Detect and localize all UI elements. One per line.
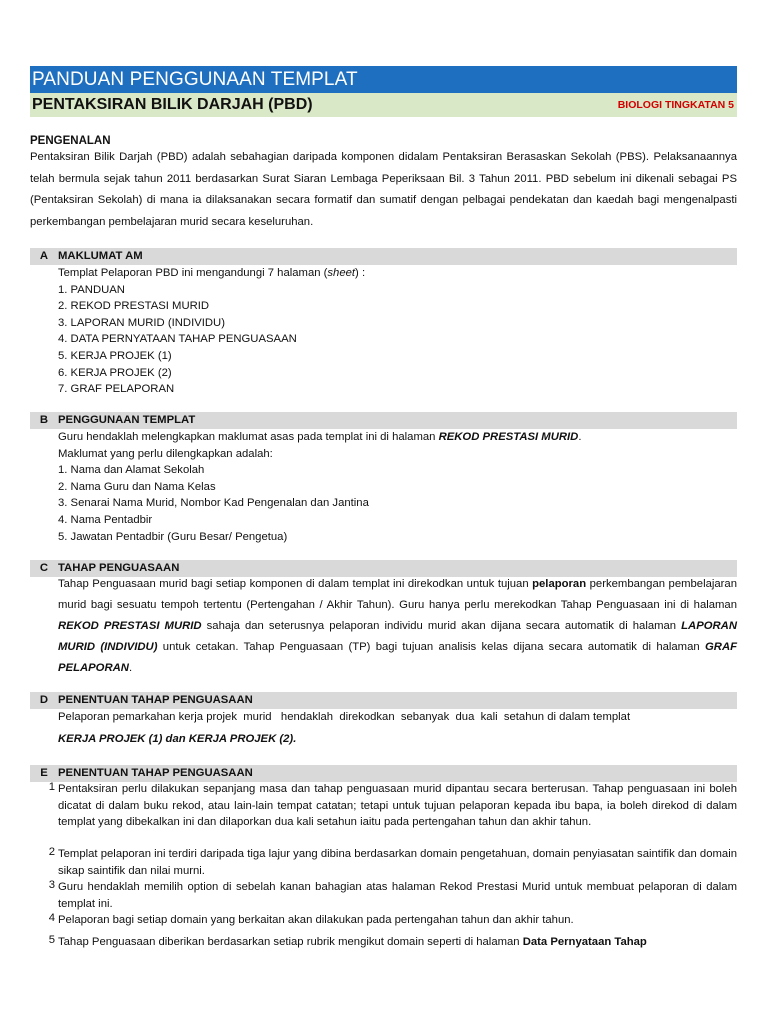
intro-paragraph: Pentaksiran Bilik Darjah (PBD) adalah sebahagian daripada komponen didalam Pentaksiran Berasaskan Sekolah (PBS). Pelaksanaannya telah bermula sejak tahun 2011 berdasarkan Surat Siaran Lembaga Peperiksaan Bil. 3 Tahun 2011. PBD sebelum ini dikenali sebagai PS (Pentaksiran Sekolah) di mana ia dilaksanakan secara formatif dan sumatif dengan pelbagai pendekatan dan kaedah bagi mengenalpasti perkembangan pembelajaran murid secara keseluruhan.: [30, 151, 737, 229]
item-text: Tahap Penguasaan diberikan berdasarkan setiap rubrik mengikut domain seperti di halaman: [58, 936, 523, 948]
subject-tag: BIOLOGI TINGKATAN 5: [617, 99, 734, 111]
list-item: 3. LAPORAN MURID (INDIVIDU): [58, 316, 225, 329]
lead-text-end: .: [578, 431, 582, 443]
section-d-title: PENENTUAN TAHAP PENGUASAAN: [58, 694, 253, 706]
para-bold: pelaporan: [532, 578, 587, 590]
para-emphasis: GRAF PELAPORAN: [58, 641, 738, 674]
section-b-title: PENGGUNAAN TEMPLAT: [58, 414, 196, 426]
para-text: Tahap Penguasaan murid bagi setiap komponen di dalam templat ini direkodkan untuk tujuan: [58, 578, 533, 590]
section-b-lead2: Maklumat yang perlu dilengkapkan adalah:: [58, 447, 273, 460]
list-item: 1. Nama dan Alamat Sekolah: [58, 464, 205, 477]
item-number: 4: [48, 912, 55, 924]
list-item: 2. Nama Guru dan Nama Kelas: [58, 480, 216, 493]
list-item: 2. REKOD PRESTASI MURID: [58, 300, 210, 313]
lead-text: Guru hendaklah melengkapkan maklumat asas pada templat ini di halaman: [58, 431, 439, 443]
list-item: 1. PANDUAN: [58, 283, 125, 296]
item-number: 5: [48, 934, 55, 946]
section-d-letter: D: [39, 694, 49, 706]
item-number: 3: [48, 879, 55, 891]
numbered-item: [30, 846, 737, 879]
item-text-wrap: [58, 934, 737, 951]
item-text: Pentaksiran perlu dilakukan sepanjang masa dan tahap penguasaan murid dipantau secara berterusan. Tahap penguasaan ini boleh dicatat di dalam buku rekod, atau lain-lain tempat catatan; tetapi untuk tujuan pelaporan kepada ibu bapa, ia boleh direkod di dalam templat yang dibekalkan ini dan dilaporkan dua kali setahun iaitu pada pertengahan tahun dan akhir tahun.: [58, 783, 737, 828]
numbered-item: [30, 912, 737, 929]
para-text: perkembangan pembelajaran murid bagi sesuatu tempoh tertentu (Pertengahan / Akhir Tahun). Guru hanya perlu merekodkan Tahap Penguasaan ini di halaman: [58, 578, 737, 611]
list-item: 4. DATA PERNYATAAN TAHAP PENGUASAAN: [58, 333, 297, 346]
section-b-lead: [58, 429, 737, 446]
section-c-letter: C: [39, 562, 49, 574]
section-a-title: MAKLUMAT AM: [58, 250, 143, 262]
numbered-item: [30, 934, 737, 951]
section-c-paragraph: [58, 574, 737, 679]
item-text: Pelaporan bagi setiap domain yang berkaitan akan dilakukan pada pertengahan tahun dan akhir tahun.: [58, 914, 574, 926]
item-bold: Data Pernyataan Tahap: [522, 936, 647, 948]
numbered-item: [30, 879, 737, 912]
item-text: Guru hendaklah memilih option di sebelah kanan bahagian atas halaman Rekod Prestasi Murid untuk membuat pelaporan di dalam templat ini.: [58, 881, 737, 910]
section-e-letter: E: [40, 767, 48, 779]
list-item: 3. Senarai Nama Murid, Nombor Kad Pengenalan dan Jantina: [58, 497, 369, 510]
lead-text: Templat Pelaporan PBD ini mengandungi 7 halaman (: [58, 267, 328, 279]
lead-emphasis: sheet: [327, 267, 356, 279]
para-text: untuk cetakan. Tahap Penguasaan (TP) bagi tujuan analisis kelas dijana secara automatik di halaman: [157, 641, 705, 653]
section-b-header: [30, 412, 737, 429]
section-e-header: [30, 765, 737, 782]
intro-heading: PENGENALAN: [30, 135, 111, 147]
section-a-lead: [58, 265, 737, 282]
section-a-body: [58, 265, 737, 398]
list-item: 5. Jawatan Pentadbir (Guru Besar/ Pengetua): [58, 530, 288, 543]
para-emphasis: REKOD PRESTASI MURID: [58, 620, 202, 632]
para-text: sahaja dan seterusnya pelaporan individu murid akan dijana secara automatik di halaman: [201, 620, 682, 632]
list-item: 6. KERJA PROJEK (2): [58, 366, 172, 379]
section-e-title: PENENTUAN TAHAP PENGUASAAN: [58, 767, 253, 779]
lead-emphasis: REKOD PRESTASI MURID: [438, 431, 579, 443]
page-subtitle: PENTAKSIRAN BILIK DARJAH (PBD): [32, 96, 313, 113]
section-a-header: [30, 248, 737, 265]
list-item: 5. KERJA PROJEK (1): [58, 349, 172, 362]
list-item: 4. Nama Pentadbir: [58, 513, 153, 526]
section-c-title: TAHAP PENGUASAAN: [58, 562, 180, 574]
section-d-line1: Pelaporan pemarkahan kerja projek murid hendaklah direkodkan sebanyak dua kali setahun di dalam templat: [58, 711, 631, 723]
numbered-item: [30, 781, 737, 831]
section-d-line2: KERJA PROJEK (1) dan KERJA PROJEK (2).: [58, 732, 297, 745]
item-text: Templat pelaporan ini terdiri daripada tiga lajur yang dibina berdasarkan domain pengetahuan, domain penyiasatan saintifik dan domain sikap saintifik dan nilai murni.: [58, 848, 737, 877]
item-number: 1: [48, 781, 55, 793]
page-title: PANDUAN PENGGUNAAN TEMPLAT: [30, 66, 737, 93]
section-d-header: [30, 692, 737, 709]
para-text: .: [128, 662, 133, 674]
section-a-letter: A: [39, 250, 49, 262]
subtitle-bar: [30, 93, 737, 117]
section-d-body: [58, 709, 737, 747]
para-emphasis: LAPORAN MURID (INDIVIDU): [58, 620, 737, 653]
lead-text-end: ) :: [355, 267, 366, 279]
section-b-body: [58, 429, 737, 545]
intro-section: [30, 135, 737, 234]
item-number: 2: [48, 846, 55, 858]
section-b-letter: B: [39, 414, 49, 426]
list-item: 7. GRAF PELAPORAN: [58, 383, 175, 396]
